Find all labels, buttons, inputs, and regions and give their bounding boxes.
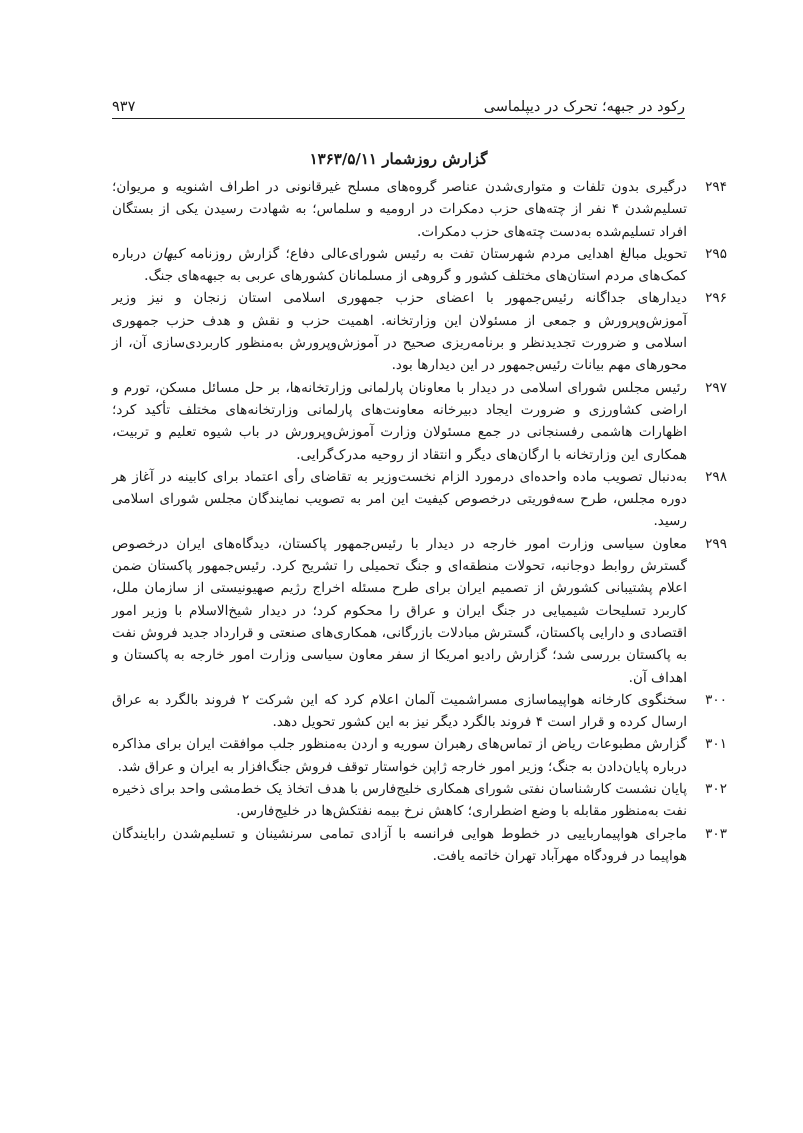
entry-303: [112, 823, 727, 868]
entry-number: ۲۹۷: [705, 379, 727, 396]
entry-295: [112, 243, 727, 288]
entry-text-part: درباره کمک‌های مردم استان‌های مختلف کشور و گروهی از مسلمانان کشورهای عربی به جبهه‌های جنگ.: [112, 245, 687, 285]
entry-296: [112, 287, 727, 376]
entry-number: ۳۰۱: [705, 736, 727, 753]
entry-text: سخنگوی کارخانه هواپیماسازی مسراشمیت آلمان اعلام کرد که این شرکت ۲ فروند بالگرد به عراق ارسال کرده و قرار است ۴ فروند بالگرد دیگر نیز به این کشور تحویل دهد.: [112, 691, 688, 731]
entry-text: پایان نشست کارشناسان نفتی شورای همکاری خلیج‌فارس با هدف اتخاذ یک خط‌مشی واحد برای ذخیره نفت به‌منظور مقابله با وضع اضطراری؛ کاهش نرخ بیمه نفتکش‌ها در خلیج‌فارس.: [112, 781, 687, 820]
entry-list: [112, 176, 727, 867]
entry-300: [112, 689, 727, 734]
entry-text: درگیری بدون تلفات و متواری‌شدن عناصر گروه‌های مسلح غیرقانونی در اطراف اشنویه و مریوان؛ تسلیم‌شدن ۴ نفر از چته‌های حزب دمکرات در ارومیه و سلماس؛ به شهادت رسیدن یکی از بستگان افراد تسلیم‌شده به‌دست چته‌های حزب دمکرات.: [112, 179, 688, 240]
entry-297: [112, 377, 727, 466]
entry-text-part: تحویل مبالغ اهدایی مردم شهرستان تفت به رئیس شورای‌عالی دفاع؛ گزارش روزنامه: [183, 245, 687, 262]
entry-294: [112, 176, 727, 243]
entry-number: ۲۹۴: [705, 179, 727, 195]
entry-text: گزارش مطبوعات ریاض از تماس‌های رهبران سوریه و اردن به‌منظور جلب موافقت ایران برای مذاکره درباره پایان‌دادن به جنگ؛ وزیر امور خارجه ژاپن خواستار توقف فروش جنگ‌افزار به ایران و عراق شد.: [112, 736, 687, 775]
entry-302: [112, 778, 727, 823]
entry-text: به‌دنبال تصویب ماده واحده‌ای درمورد الزام نخست‌وزیر به تقاضای رأی اعتماد برای کابینه در آغاز هر دوره مجلس، طرح سه‌فوریتی درخصوص کیفیت این امر به تصویب نمایندگان مجلس شورای اسلامی رسید.: [112, 468, 687, 530]
entry-text: رئیس مجلس شورای اسلامی در دیدار با معاونان پارلمانی وزارتخانه‌ها، بر حل مسائل مسکن، تورم و اراضی کشاورزی و ضرورت ایجاد دبیرخانه معاونت‌های پارلمانی وزارتخانه‌های مختلف تأکید کرد؛ اظهارات هاشمی رفسنجانی در جمع مسئولان وزارت آموزش‌وپرورش در باب شیوه تعلیم و تربیت، همکاری این وزارتخانه با ارگان‌های دیگر و انتقاد از روحیه مدرک‌گرایی.: [112, 379, 687, 463]
entry-299: [112, 533, 727, 689]
newspaper-name: کیهان: [152, 245, 184, 262]
entry-text: دیدارهای جداگانه رئیس‌جمهور با اعضای حزب جمهوری اسلامی استان زنجان و نیز وزیر آموزش‌وپرورش و جمعی از مسئولان این وزارتخانه. اهمیت حزب و نقش و هدف حزب جمهوری اسلامی و ضرورت تجدیدنظر و برنامه‌ریزی صحیح در آموزش‌وپرورش به‌منظور کاربردی‌سازی آن، از محورهای مهم بیانات رئیس‌جمهور در این دیدارها بود.: [112, 290, 687, 374]
page-number: ۹۳۷: [112, 99, 136, 115]
entry-number: ۳۰۰: [705, 691, 727, 708]
entry-number: ۲۹۸: [705, 468, 727, 485]
entry-number: ۳۰۳: [705, 825, 727, 842]
entry-text: [112, 243, 687, 288]
entry-301: [112, 733, 727, 778]
entry-number: ۲۹۶: [705, 290, 727, 307]
chapter-title: رکود در جبهه؛ تحرک در دیپلماسی: [483, 99, 685, 115]
running-header: [112, 92, 685, 116]
entry-number: ۳۰۲: [705, 781, 727, 798]
entry-number: ۲۹۹: [705, 535, 727, 552]
entry-298: [112, 466, 727, 533]
header-rule: [112, 118, 685, 119]
entry-text: ماجرای هواپیمارباییی در خطوط هوایی فرانسه با آزادی تمامی سرنشینان و تسلیم‌شدن رابایندگان هواپیما در فرودگاه مهرآباد تهران خاتمه یافت.: [112, 825, 687, 864]
entry-text: معاون سیاسی وزارت امور خارجه در دیدار با رئیس‌جمهور پاکستان، دیدگاه‌های ایران درخصوص گسترش روابط دوجانبه، تحولات منطقه‌ای و جنگ تحمیلی را تشریح کرد. رئیس‌جمهور پاکستان ضمن اعلام پشتیبانی کشورش از تصمیم ایران برای طرح مسئله اخراج رژیم صهیونیستی از سازمان ملل، کاربرد تسلیحات شیمیایی در جنگ ایران و عراق را محکوم کرد؛ در دیدار شیخ‌الاسلام با وزیر امور اقتصادی و دارایی پاکستان، گسترش مبادلات بازرگانی، همکاری‌های صنعتی و قرارداد جدید فروش نفت به پاکستان بررسی شد؛ گزارش رادیو امریکا از سفر معاون سیاسی وزارت امور خارجه به پاکستان و اهداف آن.: [112, 535, 687, 686]
report-title: گزارش روزشمار ۱۳۶۳/۵/۱۱: [309, 150, 488, 168]
entry-number: ۲۹۵: [705, 245, 727, 262]
